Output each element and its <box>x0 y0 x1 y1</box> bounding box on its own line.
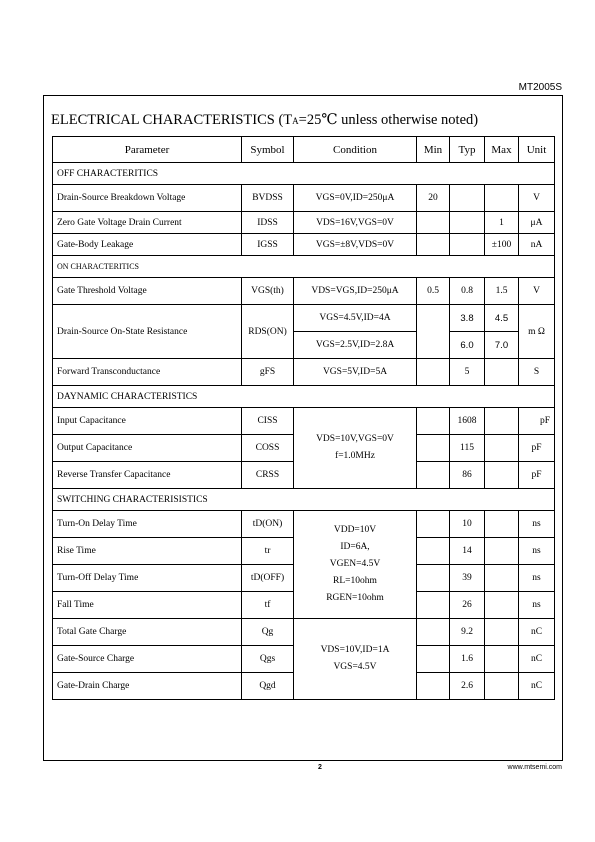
parameter-cell: Drain-Source Breakdown Voltage <box>53 185 242 212</box>
parameter-cell: Fall Time <box>53 592 242 619</box>
unit-cell: nA <box>519 234 555 256</box>
typ-cell: 26 <box>450 592 485 619</box>
unit-cell: pF <box>519 462 555 489</box>
unit-cell: pF <box>519 435 555 462</box>
symbol-cell: Qgs <box>242 646 294 673</box>
min-cell <box>417 359 450 386</box>
col-header-symbol: Symbol <box>242 137 294 163</box>
symbol-cell: CRSS <box>242 462 294 489</box>
parameter-cell: Rise Time <box>53 538 242 565</box>
parameter-cell: Input Capacitance <box>53 408 242 435</box>
condition-cell: VDS=16V,VGS=0V <box>294 212 417 234</box>
max-cell <box>485 408 519 435</box>
max-cell: 7.0 <box>485 332 519 359</box>
max-cell <box>485 592 519 619</box>
table-row <box>53 185 555 212</box>
condition-line: VGS=4.5V <box>333 662 377 672</box>
min-cell <box>417 538 450 565</box>
typ-cell <box>450 234 485 256</box>
symbol-cell: Qg <box>242 619 294 646</box>
condition-cell: VGS=5V,ID=5A <box>294 359 417 386</box>
typ-cell: 5 <box>450 359 485 386</box>
condition-line: VGEN=4.5V <box>329 559 381 569</box>
parameter-cell: Zero Gate Voltage Drain Current <box>53 212 242 234</box>
condition-line: VDD=10V <box>333 525 377 535</box>
electrical-characteristics-table <box>52 136 555 700</box>
condition-cell <box>294 408 417 489</box>
symbol-cell: gFS <box>242 359 294 386</box>
table-row <box>53 408 555 435</box>
symbol-cell: Qgd <box>242 673 294 700</box>
unit-cell: ns <box>519 592 555 619</box>
table-row <box>53 359 555 386</box>
min-cell <box>417 565 450 592</box>
col-header-min: Min <box>417 137 450 163</box>
min-cell <box>417 408 450 435</box>
parameter-cell: Gate Threshold Voltage <box>53 278 242 305</box>
unit-cell: nC <box>519 673 555 700</box>
title-suffix: =25℃ unless otherwise noted) <box>298 112 479 128</box>
condition-cell <box>294 619 417 700</box>
condition-line: RL=10ohm <box>333 576 377 586</box>
max-cell: ±100 <box>485 234 519 256</box>
header-row <box>53 137 555 163</box>
table-row <box>53 305 555 332</box>
typ-cell: 1608 <box>450 408 485 435</box>
col-header-typ: Typ <box>450 137 485 163</box>
parameter-cell: Forward Transconductance <box>53 359 242 386</box>
condition-cell: VGS=4.5V,ID=4A <box>294 305 417 332</box>
condition-line: f=1.0MHz <box>335 451 375 461</box>
section-switching-title: SWITCHING CHARACTERISISTICS <box>53 489 555 511</box>
symbol-cell: IDSS <box>242 212 294 234</box>
min-cell: 0.5 <box>417 278 450 305</box>
section-off-title: OFF CHARACTERITICS <box>53 163 555 185</box>
part-number: MT2005S <box>518 82 562 93</box>
condition-cell: VGS=2.5V,ID=2.8A <box>294 332 417 359</box>
table-row <box>53 278 555 305</box>
col-header-unit: Unit <box>519 137 555 163</box>
max-cell <box>485 185 519 212</box>
typ-cell: 10 <box>450 511 485 538</box>
unit-cell: m Ω <box>519 305 555 359</box>
max-cell <box>485 646 519 673</box>
condition-line: ID=6A, <box>340 542 370 552</box>
condition-line: VDS=10V,VGS=0V <box>316 434 394 444</box>
section-row-on <box>53 256 555 278</box>
typ-cell: 14 <box>450 538 485 565</box>
symbol-cell: COSS <box>242 435 294 462</box>
condition-cell: VDS=VGS,ID=250μA <box>294 278 417 305</box>
col-header-max: Max <box>485 137 519 163</box>
section-row-dynamic <box>53 386 555 408</box>
col-header-condition: Condition <box>294 137 417 163</box>
parameter-cell: Output Capacitance <box>53 435 242 462</box>
min-cell <box>417 234 450 256</box>
typ-cell: 0.8 <box>450 278 485 305</box>
min-cell <box>417 212 450 234</box>
unit-cell: ns <box>519 565 555 592</box>
parameter-cell: Gate-Source Charge <box>53 646 242 673</box>
typ-cell <box>450 212 485 234</box>
condition-line: RGEN=10ohm <box>326 593 384 603</box>
max-cell <box>485 619 519 646</box>
symbol-cell: CISS <box>242 408 294 435</box>
col-header-parameter: Parameter <box>53 137 242 163</box>
symbol-cell: VGS(th) <box>242 278 294 305</box>
min-cell <box>417 673 450 700</box>
min-cell <box>417 511 450 538</box>
typ-cell: 86 <box>450 462 485 489</box>
min-cell <box>417 646 450 673</box>
section-row-off <box>53 163 555 185</box>
symbol-cell: tD(OFF) <box>242 565 294 592</box>
parameter-cell: Turn-Off Delay Time <box>53 565 242 592</box>
unit-cell: ns <box>519 511 555 538</box>
typ-cell: 39 <box>450 565 485 592</box>
min-cell <box>417 305 450 359</box>
section-title <box>51 112 478 129</box>
unit-cell: μA <box>519 212 555 234</box>
max-cell <box>485 462 519 489</box>
page-number: 2 <box>318 764 322 771</box>
section-on-title: ON CHARACTERITICS <box>53 256 555 278</box>
typ-cell: 2.6 <box>450 673 485 700</box>
unit-cell: pF <box>519 408 555 435</box>
symbol-cell: IGSS <box>242 234 294 256</box>
max-cell <box>485 511 519 538</box>
table-row <box>53 234 555 256</box>
max-cell <box>485 538 519 565</box>
unit-cell: V <box>519 278 555 305</box>
max-cell <box>485 359 519 386</box>
footer-url: www.mtsemi.com <box>507 764 562 771</box>
unit-cell: nC <box>519 646 555 673</box>
max-cell <box>485 435 519 462</box>
min-cell: 20 <box>417 185 450 212</box>
section-row-switching <box>53 489 555 511</box>
table-row <box>53 619 555 646</box>
min-cell <box>417 462 450 489</box>
symbol-cell: RDS(ON) <box>242 305 294 359</box>
min-cell <box>417 592 450 619</box>
typ-cell: 9.2 <box>450 619 485 646</box>
condition-cell: VGS=±8V,VDS=0V <box>294 234 417 256</box>
typ-cell <box>450 185 485 212</box>
table-row <box>53 212 555 234</box>
parameter-cell: Drain-Source On-State Resistance <box>53 305 242 359</box>
max-cell: 1 <box>485 212 519 234</box>
symbol-cell: tf <box>242 592 294 619</box>
section-dynamic-title: DAYNAMIC CHARACTERISTICS <box>53 386 555 408</box>
min-cell <box>417 619 450 646</box>
max-cell <box>485 565 519 592</box>
min-cell <box>417 435 450 462</box>
parameter-cell: Reverse Transfer Capacitance <box>53 462 242 489</box>
condition-line: VDS=10V,ID=1A <box>320 645 390 655</box>
typ-cell: 1.6 <box>450 646 485 673</box>
unit-cell: nC <box>519 619 555 646</box>
unit-cell: ns <box>519 538 555 565</box>
condition-cell: VGS=0V,ID=250μA <box>294 185 417 212</box>
max-cell <box>485 673 519 700</box>
max-cell: 4.5 <box>485 305 519 332</box>
typ-cell: 3.8 <box>450 305 485 332</box>
max-cell: 1.5 <box>485 278 519 305</box>
symbol-cell: BVDSS <box>242 185 294 212</box>
typ-cell: 6.0 <box>450 332 485 359</box>
unit-cell: V <box>519 185 555 212</box>
symbol-cell: tD(ON) <box>242 511 294 538</box>
parameter-cell: Turn-On Delay Time <box>53 511 242 538</box>
parameter-cell: Gate-Body Leakage <box>53 234 242 256</box>
parameter-cell: Total Gate Charge <box>53 619 242 646</box>
parameter-cell: Gate-Drain Charge <box>53 673 242 700</box>
condition-cell <box>294 511 417 619</box>
title-prefix: ELECTRICAL CHARACTERISTICS (T <box>51 112 293 128</box>
unit-cell: S <box>519 359 555 386</box>
table-row <box>53 511 555 538</box>
title-subscript: A <box>292 116 299 126</box>
typ-cell: 115 <box>450 435 485 462</box>
symbol-cell: tr <box>242 538 294 565</box>
